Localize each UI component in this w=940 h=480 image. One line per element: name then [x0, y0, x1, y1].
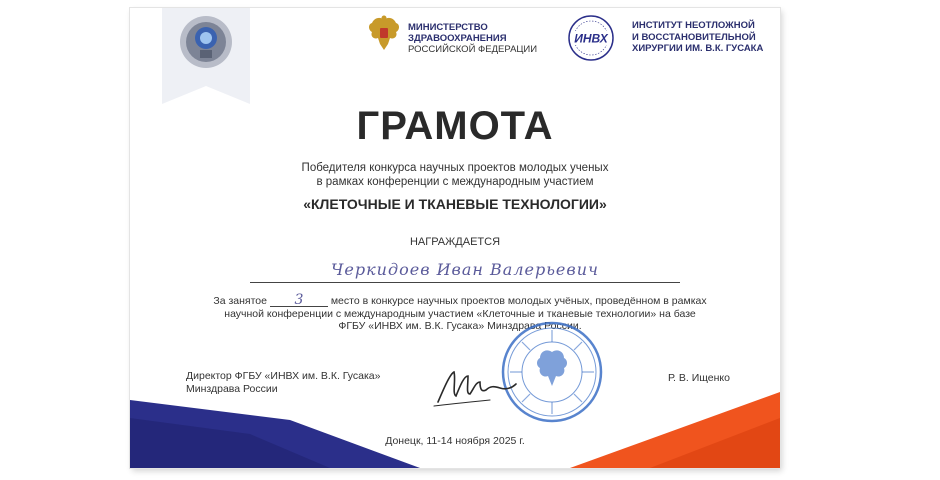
description-prefix: За занятое — [213, 295, 267, 307]
place-number: 3 — [270, 294, 328, 307]
conference-name: «КЛЕТОЧНЫЕ И ТКАНЕВЫЕ ТЕХНОЛОГИИ» — [303, 196, 607, 212]
institute-line: И ВОССТАНОВИТЕЛЬНОЙ — [632, 31, 756, 43]
description-line1-rest: место в конкурсе научных проектов молодых учёных, проведённом в рамках — [330, 295, 707, 307]
institute-line: ИНСТИТУТ НЕОТЛОЖНОЙ — [632, 20, 755, 31]
subtitle-line: в рамках конференции с международным участием — [316, 176, 594, 188]
place-and-date: Донецк, 11-14 ноября 2025 г. — [385, 435, 525, 447]
institute-name — [632, 20, 763, 55]
awarded-label: НАГРАЖДАЕТСЯ — [409, 236, 501, 248]
signatory-name: Р. В. Ищенко — [668, 372, 730, 384]
double-headed-eagle-icon — [366, 14, 402, 54]
signatory-title-line: Директор ФГБУ «ИНВХ им. В.К. Гусака» — [186, 370, 381, 382]
medal-ribbon-icon — [162, 8, 250, 104]
recipient-underline — [250, 282, 680, 283]
institute-logo — [558, 14, 624, 62]
certificate-title: ГРАМОТА — [356, 104, 554, 148]
subtitle-line: Победителя конкурса научных проектов молодых ученых — [301, 162, 609, 174]
signatory-title-line: Минздрава России — [186, 383, 278, 395]
signatory-title — [186, 370, 381, 396]
certificate-sheet — [130, 8, 780, 468]
ministry-line: РОССИЙСКОЙ ФЕДЕРАЦИИ — [408, 44, 538, 55]
institute-line: ХИРУРГИИ ИМ. В.К. ГУСАКА — [632, 43, 764, 54]
description-line — [190, 294, 730, 308]
award-description — [190, 294, 730, 333]
ministry-line: ЗДРАВООХРАНЕНИЯ — [408, 33, 507, 44]
description-line: научной конференции с международным участием «Клеточные и тканевые технологии» на базе — [224, 307, 696, 320]
handwritten-signature — [430, 360, 520, 410]
ministry-name — [408, 22, 537, 55]
ministry-line: МИНИСТЕРСТВО — [408, 22, 488, 33]
institute-logo-text: ИНВХ — [574, 31, 608, 46]
description-line: ФГБУ «ИНВХ им. В.К. Гусака» Минздрава России. — [338, 320, 582, 332]
recipient-name: Черкидоев Иван Валерьевич — [331, 260, 599, 279]
